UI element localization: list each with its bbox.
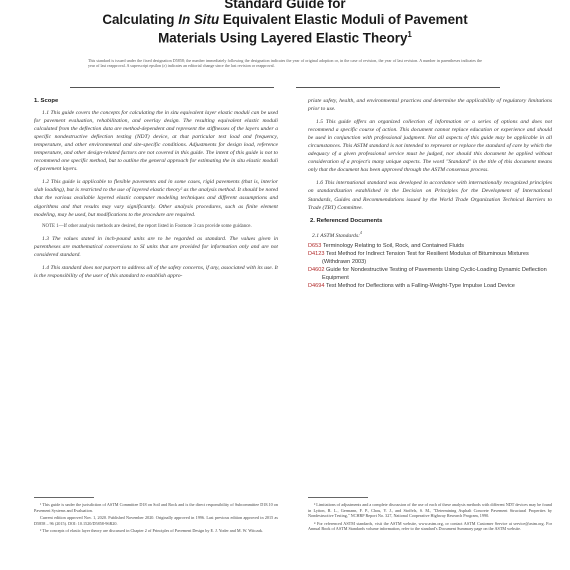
referenced-documents-heading: 2. Referenced Documents: [310, 217, 383, 224]
footnote-3: ³ Limitations of adjustments and a complete discussion of the use of each of these analysis methods with different NDT devices may be found in Lytton, R. L., Germann, F. P., Chou, Y. J., and Stoffels, S. M., "Determining Asphalt Concrete Pavement Structural Properties by Nondestructive Testing," NCHRP Report No. 327, National Cooperative Highway Research Program, 1990.: [308, 502, 552, 519]
footnote-1: ¹ This guide is under the jurisdiction of ASTM Committee D18 on Soil and Rock and is the direct responsibility of Subcommittee D18.10 on Pavement Systems and Evaluation.: [34, 502, 278, 513]
scope-paragraph-1-1: 1.1 This guide covers the concepts for calculating the in situ equivalent layer elastic moduli can be used for pavement evaluation, rehabilitation, and overlay design. The resulting equivalent elastic moduli calculated from the deflection data are method-dependent and represent the stiffnesses of the layers under a specific nondestructive deflection testing (NDT) device, at that particular test load and frequency, temperature, and other environmental and site-specific conditions. Adjustments for design load, reference temperature, and other design-related factors are not covered in this guide. The intent of this guide is not to recommend one specific method, but to outline the general approach for estimating the in situ elastic moduli of pavement layers.: [34, 110, 278, 173]
scope-note-1: NOTE 1—If other analysis methods are desired, the report listed in Footnote 3 can provide some guidance.: [42, 223, 252, 229]
footnote-edition: Current edition approved Nov. 1, 2020. Published November 2020. Originally approved in 1996. Last previous edition approved in 2015 as D5858 – 96 (2015). DOI: 10.1520/D5858-96R20.: [34, 515, 278, 526]
scope-paragraph-1-6: 1.6 This international standard was developed in accordance with internationally recognized principles on standardization established in the Decision on Principles for the Development of International Standards, Guides and Recommendations issued by the World Trade Organization Technical Barriers to Trade (TBT) Committee.: [308, 180, 552, 211]
scope-paragraph-1-2: 1.2 This guide is applicable to flexible pavements and in some cases, rigid pavements (that is, interior slab loading), but is restricted to the use of layered elastic theory² as the analysis method. It should be noted that the various available layered elastic computer modeling techniques and different assumptions and algorithms and that results may vary significantly. Other analysis procedures, such as finite element modeling, may be used, but modifications to the procedure are required.: [34, 179, 278, 218]
title-line-2: [0, 12, 570, 28]
standard-title: Terminology Relating to Soil, Rock, and Contained Fluids: [322, 242, 464, 249]
scope-paragraph-continued: priate safety, health, and environmental practices and determine the applicability of regulatory limitations prior to use.: [308, 98, 552, 113]
divider-left: [70, 87, 274, 88]
list-item: [308, 242, 552, 250]
standard-title: Test Method for Indirect Tension Test for Resilient Modulus of Bituminous Mixtures (Withdrawn 2003): [322, 250, 529, 265]
title-line-1: Standard Guide for: [224, 0, 346, 11]
standard-title: Guide for Nondestructive Testing of Pavements Using Cyclic-Loading Dynamic Deflection Equipment: [322, 266, 547, 281]
list-item: [308, 282, 552, 290]
standard-link[interactable]: D4602: [308, 266, 325, 273]
standard-link[interactable]: D4694: [308, 282, 325, 289]
scope-paragraph-1-5: 1.5 This guide offers an organized collection of information or a series of options and does not recommend a specific course of action. This document cannot replace education or experience and should be used in conjunction with professional judgment. Not all aspects of this guide may be applicable in all circumstances. This ASTM standard is not intended to represent or replace the standard of care by which the adequacy of a given professional service must be judged, nor should this document be applied without consideration of a project's many unique aspects. The word "Standard" in the title of this document means only that the document has been approved through the ASTM consensus process.: [308, 119, 552, 174]
scope-heading: 1. Scope: [34, 98, 59, 104]
scope-paragraph-1-4: 1.4 This standard does not purport to address all of the safety concerns, if any, associated with its use. It is the responsibility of the user of this standard to establish appro-: [34, 265, 278, 280]
title-line-3-text: Materials Using Layered Elastic Theory: [158, 30, 408, 46]
title-line-2-suffix: Equivalent Elastic Moduli of Pavement: [222, 11, 468, 27]
designation-note: This standard is issued under the fixed designation D5858; the number immediately following the designation indicates the year of original adoption or, in the case of revision, the year of last revision. A number in parentheses indicates the year of last reapproval. A superscript epsilon (ε) indicates an editorial change since the last revision or reapproval.: [88, 58, 482, 69]
title-line-2-italic: In Situ: [178, 11, 220, 27]
title-line-3: [0, 27, 570, 46]
right-column: [308, 97, 552, 290]
astm-standards-footnote-marker: 4: [360, 230, 362, 235]
standard-link[interactable]: D4123: [308, 250, 325, 257]
title-footnote-marker: 1: [407, 30, 412, 39]
referenced-standards-list: [308, 242, 552, 290]
astm-standards-subheading: [312, 229, 552, 240]
footnote-divider-left: [34, 497, 94, 498]
scope-paragraph-1-3: 1.3 The values stated in inch-pound units are to be regarded as standard. The values given in parentheses are mathematical conversions to SI units that are provided for information only and are not considered standard.: [34, 236, 278, 259]
divider-right: [296, 87, 500, 88]
astm-standards-label: 2.1 ASTM Standards:: [312, 232, 361, 239]
document-title: [0, 0, 570, 46]
footnote-divider-right: [308, 497, 368, 498]
list-item: [308, 250, 552, 266]
footnotes-right: [308, 502, 552, 534]
standard-link[interactable]: D653: [308, 242, 322, 249]
title-line-2-prefix: Calculating: [102, 11, 175, 27]
footnotes-left: [34, 502, 278, 536]
footnote-4: ⁴ For referenced ASTM standards, visit the ASTM website, www.astm.org, or contact ASTM Customer Service at service@astm.org. For Annual Book of ASTM Standards volume information, refer to the standard's Document Summary page on the ASTM website.: [308, 520, 552, 532]
standard-title: Test Method for Deflections with a Falling-Weight-Type Impulse Load Device: [325, 282, 515, 289]
footnote-2: ² The concepts of elastic layer theory are discussed in Chapter 2 of Principles of Pavement Design by E. J. Yoder and M. W. Witczak.: [40, 528, 264, 534]
left-column: [34, 97, 278, 285]
list-item: [308, 266, 552, 282]
